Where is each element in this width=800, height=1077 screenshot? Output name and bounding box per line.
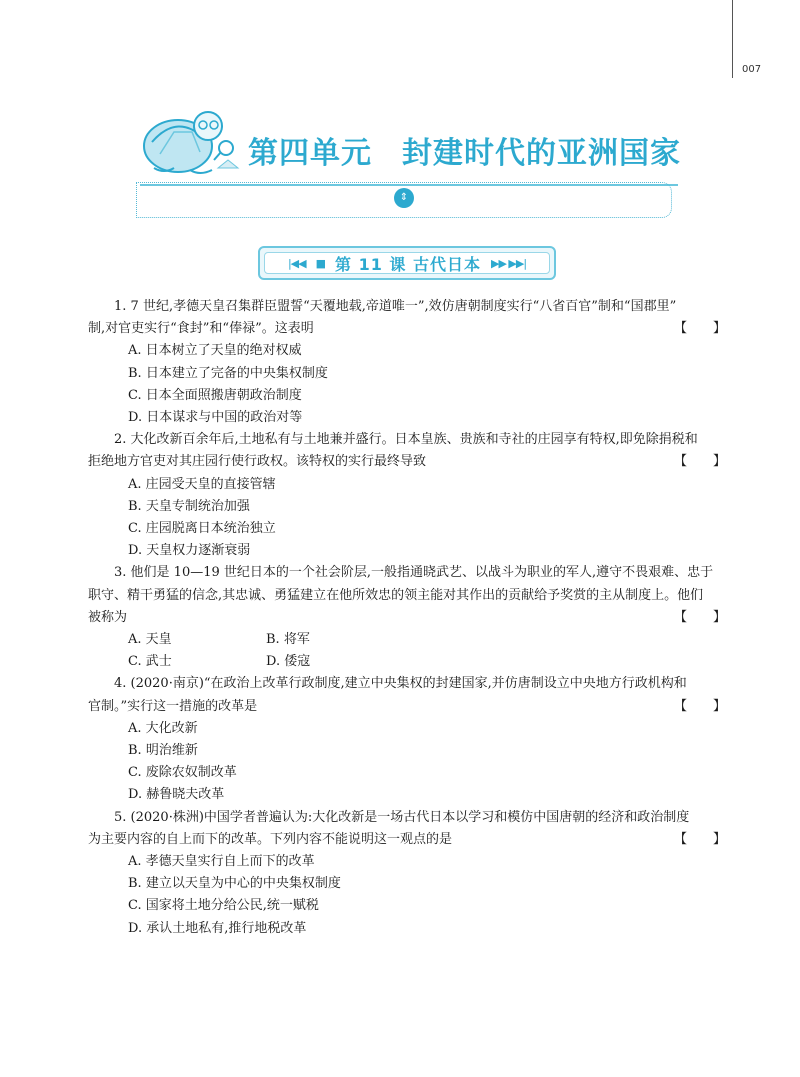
option-b: B. 将军	[266, 632, 310, 648]
answer-bracket: 【 】	[673, 698, 726, 714]
option-d: D. 赫鲁晓夫改革	[128, 787, 225, 803]
question-3	[88, 562, 728, 673]
answer-bracket: 【 】	[673, 321, 726, 337]
question-stem: 4. (2020·南京)“在政治上改革行政制度,建立中央集权的封建国家,并仿唐制设立中央地方行政机构和	[114, 676, 687, 692]
question-1	[88, 296, 728, 429]
option-a: A. 庄园受天皇的直接管辖	[128, 476, 276, 492]
answer-bracket: 【 】	[673, 831, 726, 847]
option-d: D. 日本谋求与中国的政治对等	[128, 410, 303, 426]
answer-bracket: 【 】	[673, 609, 726, 625]
question-stem: 2. 大化改新百余年后,土地私有与土地兼并盛行。日本皇族、贵族和寺社的庄园享有特权,即免除捐税和	[114, 432, 698, 448]
question-stem: 为主要内容的自上而下的改革。下列内容不能说明这一观点的是	[88, 831, 453, 847]
fast-forward-icon: ▶▶ ▶▶|	[490, 256, 527, 270]
option-c: C. 武士	[128, 654, 172, 670]
question-stem: 职守、精干勇猛的信念,其忠诚、勇猛建立在他所效忠的领主能对其作出的贡献给予奖赏的主从制度上。他们	[88, 587, 704, 603]
unit-title	[248, 128, 681, 172]
option-d: D. 倭寇	[266, 654, 311, 670]
skip-back-icon: |◀◀	[287, 256, 306, 270]
option-b: B. 建立以天皇为中心的中央集权制度	[128, 876, 341, 892]
question-stem: 5. (2020·株洲)中国学者普遍认为:大化改新是一场古代日本以学习和模仿中国唐朝的经济和政治制度	[114, 809, 690, 825]
option-a: A. 日本树立了天皇的绝对权威	[128, 343, 302, 359]
page-number: 007	[742, 64, 762, 75]
option-a: A. 大化改新	[128, 720, 198, 736]
option-d: D. 承认土地私有,推行地税改革	[128, 920, 307, 936]
option-a: A. 天皇	[128, 632, 172, 648]
stop-icon: ■	[315, 256, 325, 270]
answer-bracket: 【 】	[673, 454, 726, 470]
question-stem: 1. 7 世纪,孝德天皇召集群臣盟誓“天覆地载,帝道唯一”,效仿唐朝制度实行“八省百官”制和“国郡里”	[114, 299, 677, 314]
up-down-arrows-icon: ⇕	[394, 188, 414, 208]
question-2	[88, 429, 728, 562]
option-d: D. 天皇权力逐渐衰弱	[128, 543, 251, 559]
option-c: C. 庄园脱离日本统治独立	[128, 521, 276, 537]
unit-name: 封建时代的亚洲国家	[402, 136, 681, 171]
turtle-mascot-icon	[134, 102, 244, 184]
option-b: B. 日本建立了完备的中央集权制度	[128, 365, 328, 381]
unit-header	[120, 100, 680, 220]
option-b: B. 天皇专制统治加强	[128, 498, 250, 514]
question-stem: 官制。”实行这一措施的改革是	[88, 698, 258, 714]
option-a: A. 孝德天皇实行自上而下的改革	[128, 854, 315, 870]
option-c: C. 日本全面照搬唐朝政治制度	[128, 387, 302, 403]
question-stem: 被称为	[88, 609, 128, 625]
question-4	[88, 673, 728, 806]
question-stem: 制,对官吏实行“食封”和“俸禄”。这表明	[88, 321, 314, 337]
question-5	[88, 807, 728, 940]
lesson-title-bar	[258, 246, 556, 280]
question-stem: 拒绝地方官吏对其庄园行使行政权。该特权的实行最终导致	[88, 454, 427, 470]
question-list	[88, 296, 728, 940]
question-stem: 3. 他们是 10—19 世纪日本的一个社会阶层,一般指通晓武艺、以战斗为职业的军人,遵守不畏艰难、忠于	[114, 565, 714, 581]
lesson-title: 第 11 课 古代日本	[335, 254, 481, 274]
option-c: C. 国家将土地分给公民,统一赋税	[128, 898, 319, 914]
unit-number: 第四单元	[248, 136, 372, 171]
option-b: B. 明治维新	[128, 743, 198, 759]
option-c: C. 废除农奴制改革	[128, 765, 237, 781]
page-edge-rule	[732, 0, 733, 78]
